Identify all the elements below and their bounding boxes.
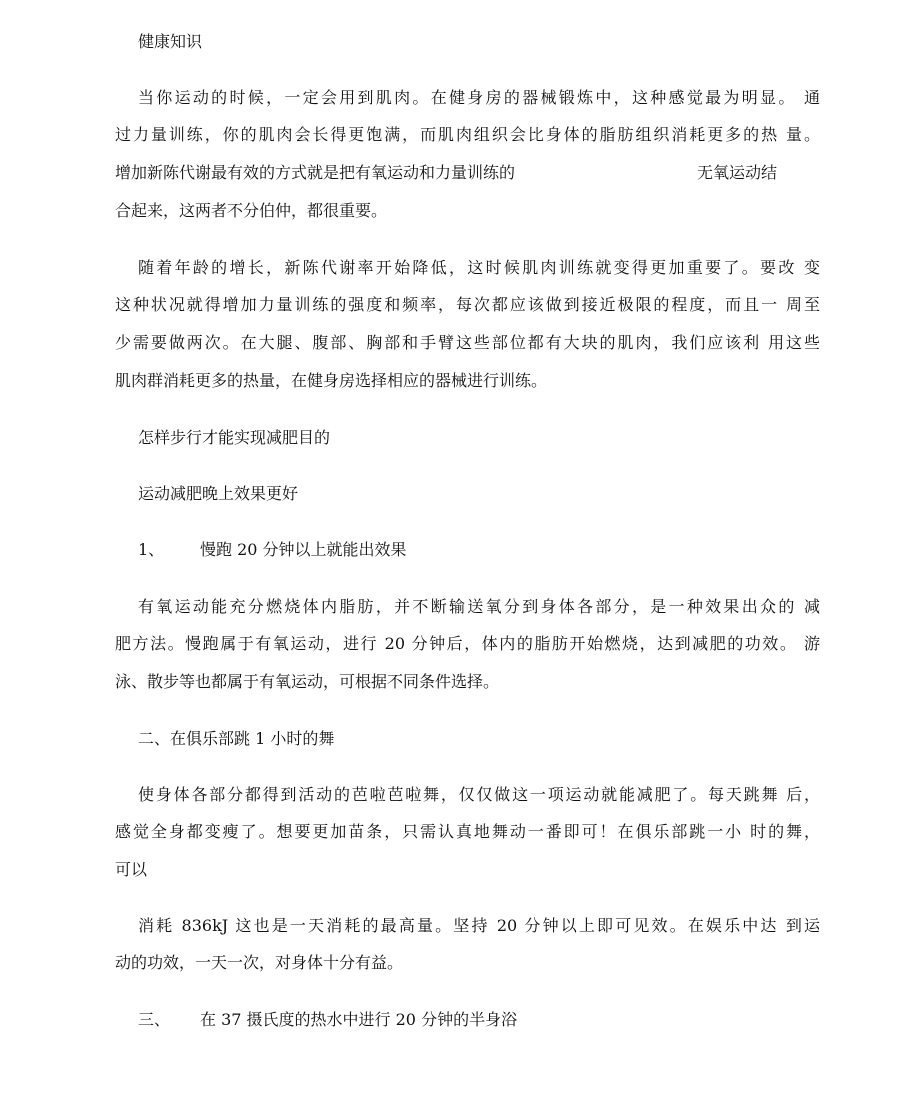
text-line: 肥方法。慢跑属于有氧运动，进行 20 分钟后，体内的脂肪开始燃烧，达到减肥的功效。 游 <box>115 634 820 653</box>
text-line: 感觉全身都变瘦了。想要更加苗条，只需认真地舞动一番即可！在俱乐部跳一小 时的舞， <box>115 822 820 841</box>
heading-walking: 怎样步行才能实现减肥目的 <box>138 428 331 447</box>
heading-evening: 运动减肥晚上效果更好 <box>138 484 299 503</box>
text-line: 随着年龄的增长，新陈代谢率开始降低，这时候肌肉训练就变得更加重要了。要改 变 <box>138 258 820 277</box>
text-line: 消耗 836kJ 这也是一天消耗的最高量。坚持 20 分钟以上即可见效。在娱乐中达 到运 <box>138 916 820 935</box>
section-number: 三、 <box>138 1010 171 1029</box>
section-title-jogging: 慢跑 20 分钟以上就能出效果 <box>200 540 407 559</box>
text-line: 泳、散步等也都属于有氧运动，可根据不同条件选择。 <box>115 672 500 691</box>
text-line: 有氧运动能充分燃烧体内脂肪，并不断输送氧分到身体各部分，是一种效果出众的 减 <box>138 597 820 616</box>
text-line: 增加新陈代谢最有效的方式就是把有氧运动和力量训练的 <box>115 163 516 182</box>
section-number: 1、 <box>138 540 165 559</box>
text-line: 使身体各部分都得到活动的芭啦芭啦舞，仅仅做这一项运动就能减肥了。每天跳舞 后， <box>138 785 820 804</box>
text-line: 当你运动的时候，一定会用到肌肉。在健身房的器械锻炼中，这种感觉最为明显。 通 <box>138 88 820 107</box>
text-line: 过力量训练，你的肌肉会长得更饱满，而肌肉组织会比身体的脂肪组织消耗更多的热 量。 <box>115 125 820 144</box>
text-line: 可以 <box>115 860 148 879</box>
document-title: 健康知识 <box>138 32 203 51</box>
text-line: 少需要做两次。在大腿、腹部、胸部和手臂这些部位都有大块的肌肉，我们应该利 用这些 <box>115 333 820 352</box>
text-line: 合起来，这两者不分伯仲，都很重要。 <box>115 201 388 220</box>
section-title-dance: 二、在俱乐部跳 1 小时的舞 <box>138 729 335 748</box>
text-line: 无氧运动结 <box>697 163 778 182</box>
text-line: 肌肉群消耗更多的热量，在健身房选择相应的器械进行训练。 <box>115 371 548 390</box>
section-title-bath: 在 37 摄氏度的热水中进行 20 分钟的半身浴 <box>200 1010 518 1029</box>
text-line: 这种状况就得增加力量训练的强度和频率，每次都应该做到接近极限的程度，而且一 周至 <box>115 295 820 314</box>
text-line: 动的功效，一天一次，对身体十分有益。 <box>115 953 404 972</box>
